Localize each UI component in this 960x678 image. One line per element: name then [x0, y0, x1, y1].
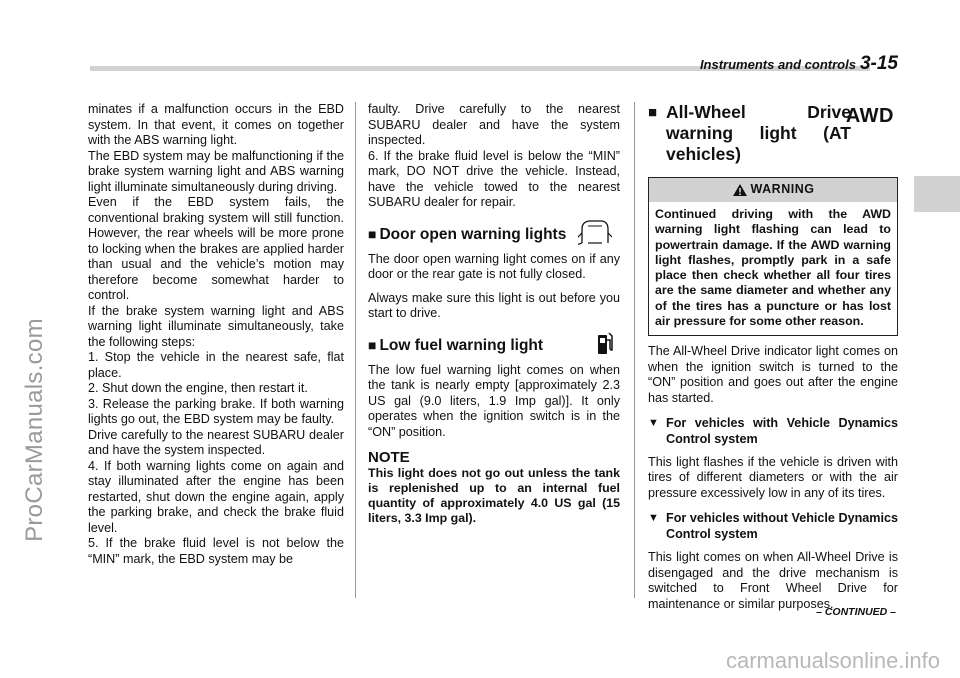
subheading-without-vdc: [648, 511, 898, 542]
step: 2. Shut down the engine, then restart it.: [88, 381, 308, 395]
awd-symbol: AWD: [845, 105, 894, 127]
subheading-text: For vehicles with Vehicle Dynamics Control system: [666, 416, 898, 446]
low-fuel-title: Low fuel warning light: [379, 336, 544, 354]
warning-header: [649, 178, 897, 202]
paragraph: The door open warning light comes on if any door or the rear gate is not fully closed.: [368, 251, 620, 281]
warning-triangle-icon: [732, 183, 748, 197]
step: 1. Stop the vehicle in the nearest safe, flat place.: [88, 350, 344, 380]
side-watermark-text: ProCarManuals.com: [21, 318, 48, 542]
column-2: [368, 102, 620, 527]
paragraph: If the brake system warning light and ABS warning light illuminate simultaneously, take the following steps:: [88, 303, 344, 349]
note-text: This light does not go out unless the tank is replenished up to an internal fuel quantity of approximately 4.0 US gal (15 liters, 3.3 Imp gal).: [368, 465, 620, 526]
step: 4. If both warning lights come on again and stay illuminated after the engine has been restarted, shut down the engine again, apply the parking brake, and check the brake fluid level.: [88, 458, 344, 535]
fuel-pump-icon: [596, 330, 614, 356]
column-1: [88, 102, 344, 567]
paragraph: The low fuel warning light comes on when the tank is nearly empty [approximately 2.3 US gal (9.0 liters, 1.9 Imp gal)]. It only operates when the ignition switch is in the “ON” position.: [368, 362, 620, 439]
column-divider: [355, 102, 356, 598]
subheading-text: For vehicles without Vehicle Dynamics Control system: [666, 511, 898, 541]
paragraph: Always make sure this light is out before you start to drive.: [368, 290, 620, 320]
paragraph: minates if a malfunction occurs in the EBD system. In that event, it comes on together with the ABS warning light.: [88, 102, 344, 147]
door-warning-heading: [368, 225, 620, 244]
page-header: [700, 53, 898, 75]
square-bullet-icon: ■: [648, 104, 658, 121]
chapter-thumb-tab: [914, 176, 960, 212]
column-divider: [634, 102, 635, 598]
side-watermark: [18, 220, 52, 640]
paragraph: faulty. Drive carefully to the nearest SUBARU dealer and have the system inspected.: [368, 102, 620, 147]
awd-warning-heading: [648, 102, 898, 165]
paragraph: This light flashes if the vehicle is driven with tires of different diameters or with the air pressure excessively low in any of its tires.: [648, 454, 898, 500]
header-section-title: Instruments and controls: [699, 57, 856, 72]
car-door-open-icon: [578, 217, 612, 247]
step: 3. Release the parking brake. If both warning lights go out, the EBD system may be faulty.: [88, 396, 344, 426]
warning-box: [648, 177, 898, 336]
header-page-number: 3-15: [859, 53, 898, 74]
footer-watermark: carmanualsonline.info: [725, 648, 940, 673]
step: 5. If the brake fluid level is not below the “MIN” mark, the EBD system may be: [88, 536, 344, 566]
triangle-bullet-icon: ▼: [648, 512, 659, 525]
door-warning-title: Door open warning lights: [379, 225, 567, 243]
square-bullet-icon: ■: [368, 336, 377, 353]
paragraph: Drive carefully to the nearest SUBARU dealer and have the system inspected.: [88, 427, 344, 457]
continued-marker: – CONTINUED –: [816, 606, 896, 618]
triangle-bullet-icon: ▼: [648, 417, 659, 430]
paragraph: The EBD system may be malfunctioning if the brake system warning light and ABS warning light illuminate simultaneously during driving.: [88, 148, 344, 194]
column-3: [648, 102, 898, 612]
note-label: NOTE: [368, 449, 410, 466]
warning-text: Continued driving with the AWD warning light flashing can lead to powertrain damage. If the AWD warning light flashes, promptly park in a safe place then check whether all four tires are the same diameter and whether any of the tires has a puncture or has lost air pressure for some other reason.: [655, 207, 891, 329]
square-bullet-icon: ■: [368, 225, 377, 242]
paragraph: Even if the EBD system fails, the conventional braking system will still function. However, the rear wheels will be more prone to locking when the brakes are applied harder than usual and the vehicle’s motion may therefore become somewhat harder to control.: [88, 195, 344, 302]
warning-label: WARNING: [750, 182, 815, 197]
awd-warning-title: All-Wheel Drive warning light (AT vehicles): [666, 102, 851, 164]
paragraph: The All-Wheel Drive indicator light comes on when the ignition switch is turned to the “ON” position and goes out after the engine has started.: [648, 344, 898, 405]
low-fuel-heading: [368, 336, 620, 355]
paragraph: This light comes on when All-Wheel Drive is disengaged and the drive mechanism is switched to Front Wheel Drive for maintenance or similar purposes.: [648, 550, 898, 611]
subheading-with-vdc: [648, 416, 898, 447]
step: 6. If the brake fluid level is below the “MIN” mark, DO NOT drive the vehicle. Instead, have the vehicle towed to the nearest SUBARU dealer for repair.: [368, 148, 620, 209]
